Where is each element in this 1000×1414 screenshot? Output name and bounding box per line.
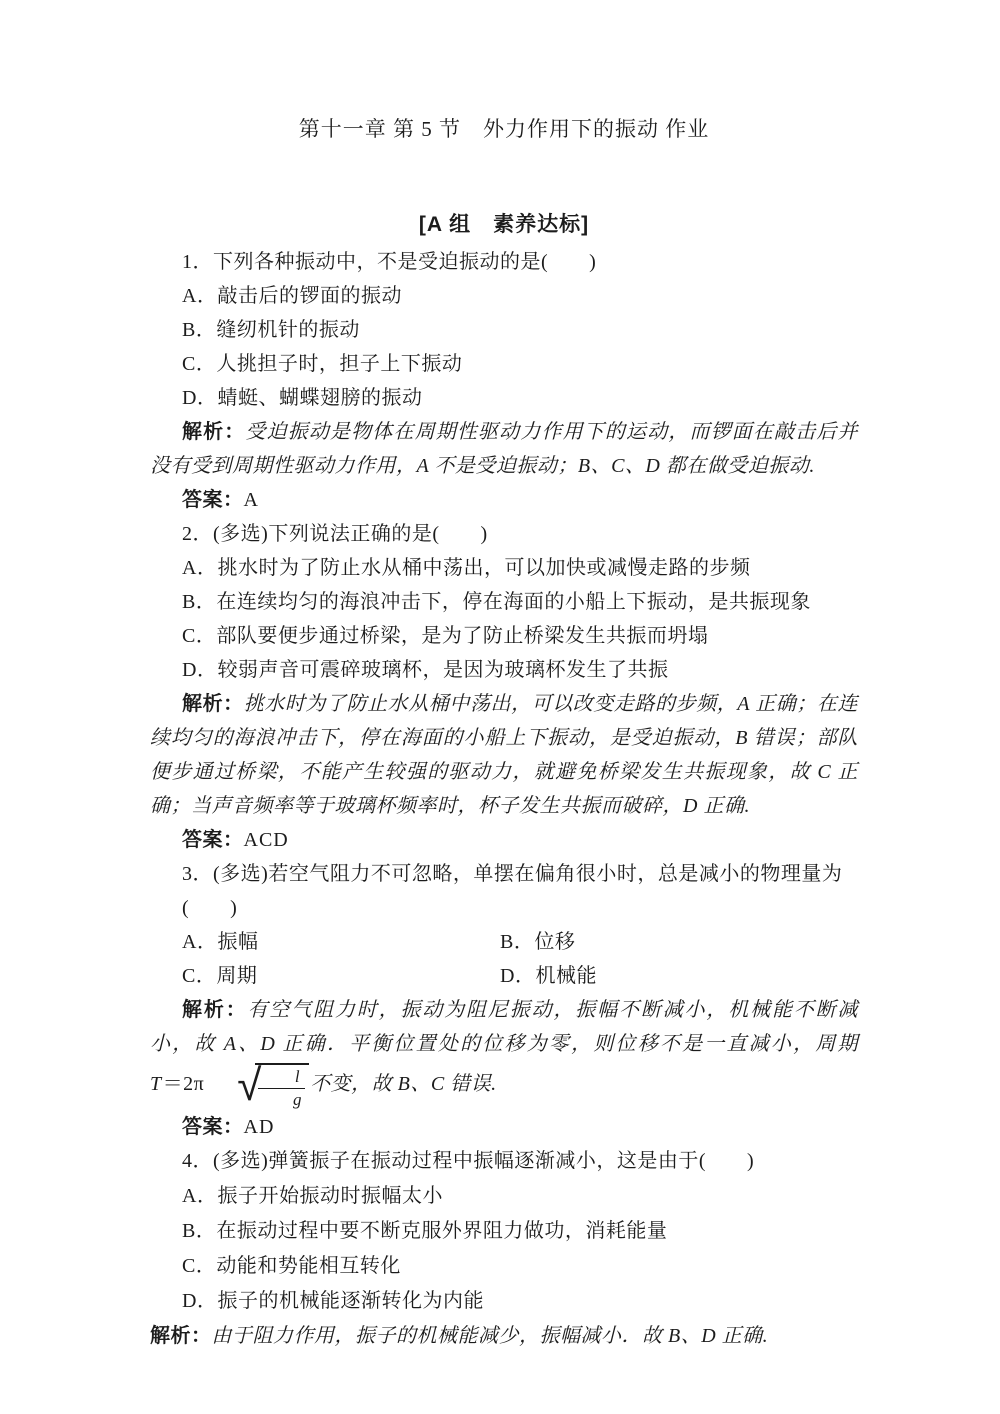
- solution-label: 解析：: [150, 1325, 212, 1348]
- question-1-answer: [150, 483, 858, 517]
- formula-equals: ＝2π: [162, 1073, 205, 1096]
- question-2-option-a: A．挑水时为了防止水从桶中荡出，可以加快或减慢走路的步频: [182, 557, 751, 579]
- question-4-solution: [150, 1319, 858, 1354]
- question-1-option-a: A．敲击后的锣面的振动: [182, 285, 402, 307]
- question-2-solution: [150, 687, 858, 823]
- question-4-option-a: A．振子开始振动时振幅太小: [182, 1185, 443, 1208]
- fraction-denominator: g: [293, 1089, 302, 1109]
- solution-text: 挑水时为了防止水从桶中荡出，可以改变走路的步频，A 正确；在连续均匀的海浪冲击下，停在海面的小船上下振动，是受迫振动，B 错误；部队便步通过桥梁，不能产生较强的驱动力，就避免桥梁发生共振现象，故 C 正确；当声音频率等于玻璃杯频率时，杯子发生共振而破碎，D 正确.: [150, 693, 858, 817]
- section-header: [A 组 素养达标]: [418, 213, 590, 236]
- question-4: [150, 1144, 858, 1354]
- question-2-answer: [150, 823, 858, 857]
- question-4-stem: 4．(多选)弹簧振子在振动过程中振幅逐渐减小，这是由于( ): [182, 1150, 755, 1173]
- answer-label: 答案：: [182, 489, 244, 511]
- question-2-option-c: C．部队要便步通过桥梁，是为了防止桥梁发生共振而坍塌: [182, 625, 709, 647]
- question-4-option-b: B．在振动过程中要不断克服外界阻力做功，消耗能量: [182, 1220, 668, 1243]
- question-4-option-d: D．振子的机械能逐渐转化为内能: [182, 1290, 484, 1313]
- solution-text-part2: 不变，故 B、C 错误.: [310, 1073, 497, 1096]
- solution-label: 解析：: [182, 421, 246, 443]
- answer-label: 答案：: [182, 829, 244, 851]
- question-2-option-d: D．较弱声音可震碎玻璃杯，是因为玻璃杯发生了共振: [182, 659, 669, 681]
- solution-label: 解析：: [182, 693, 244, 715]
- solution-text: 由于阻力作用，振子的机械能减少，振幅减小．故 B、D 正确.: [211, 1325, 769, 1348]
- question-3-options-row-2: [150, 959, 858, 993]
- formula-variable: T: [150, 1073, 162, 1096]
- question-3-option-a: A．振幅: [182, 931, 259, 953]
- period-formula: [150, 1060, 310, 1112]
- question-3: [150, 857, 858, 1144]
- question-4-option-c: C．动能和势能相互转化: [182, 1255, 401, 1278]
- question-3-stem: 3．(多选)若空气阻力不可忽略，单摆在偏角很小时，总是减小的物理量为( ): [182, 863, 843, 919]
- answer-value: A: [243, 489, 259, 511]
- answer-label: 答案：: [182, 1116, 244, 1139]
- question-1-option-d: D．蜻蜓、蝴蝶翅膀的振动: [182, 387, 423, 409]
- question-3-solution: [150, 993, 858, 1110]
- radical-sign-icon: √: [237, 1060, 262, 1112]
- radical-content: [255, 1063, 309, 1109]
- question-3-option-c: C．周期: [182, 965, 258, 987]
- solution-label: 解析：: [182, 999, 248, 1021]
- solution-text: 受迫振动是物体在周期性驱动力作用下的运动，而锣面在敲击后并没有受到周期性驱动力作用，A 不是受迫振动；B、C、D 都在做受迫振动.: [150, 421, 859, 477]
- question-2-option-b: B．在连续均匀的海浪冲击下，停在海面的小船上下振动，是共振现象: [182, 591, 811, 613]
- solution-text-part1: 有空气阻力时，振动为阻尼振动，振幅不断减小，机械能不断减小，故 A、D 正确．平衡位置处的位移为零，则位移不是一直减小，周期: [150, 999, 859, 1055]
- fraction-numerator: l: [258, 1067, 305, 1089]
- question-1: [150, 245, 858, 517]
- question-3-answer: [150, 1110, 858, 1144]
- fraction-l-over-g: [258, 1067, 305, 1109]
- question-2-stem: 2．(多选)下列说法正确的是( ): [182, 523, 488, 545]
- page-title: 第十一章 第 5 节 外力作用下的振动 作业: [298, 117, 710, 141]
- question-3-option-d: D．机械能: [500, 965, 597, 987]
- question-1-option-b: B．缝纫机针的振动: [182, 319, 360, 341]
- question-3-option-b: B．位移: [500, 931, 576, 953]
- square-root: [205, 1060, 309, 1112]
- answer-value: ACD: [243, 829, 289, 851]
- question-1-stem: 1．下列各种振动中，不是受迫振动的是( ): [182, 251, 597, 273]
- question-3-options-row-1: [150, 925, 858, 959]
- answer-value: AD: [243, 1116, 275, 1139]
- question-1-option-c: C．人挑担子时，担子上下振动: [182, 353, 463, 375]
- question-1-solution: [150, 415, 858, 483]
- question-2: [150, 517, 858, 857]
